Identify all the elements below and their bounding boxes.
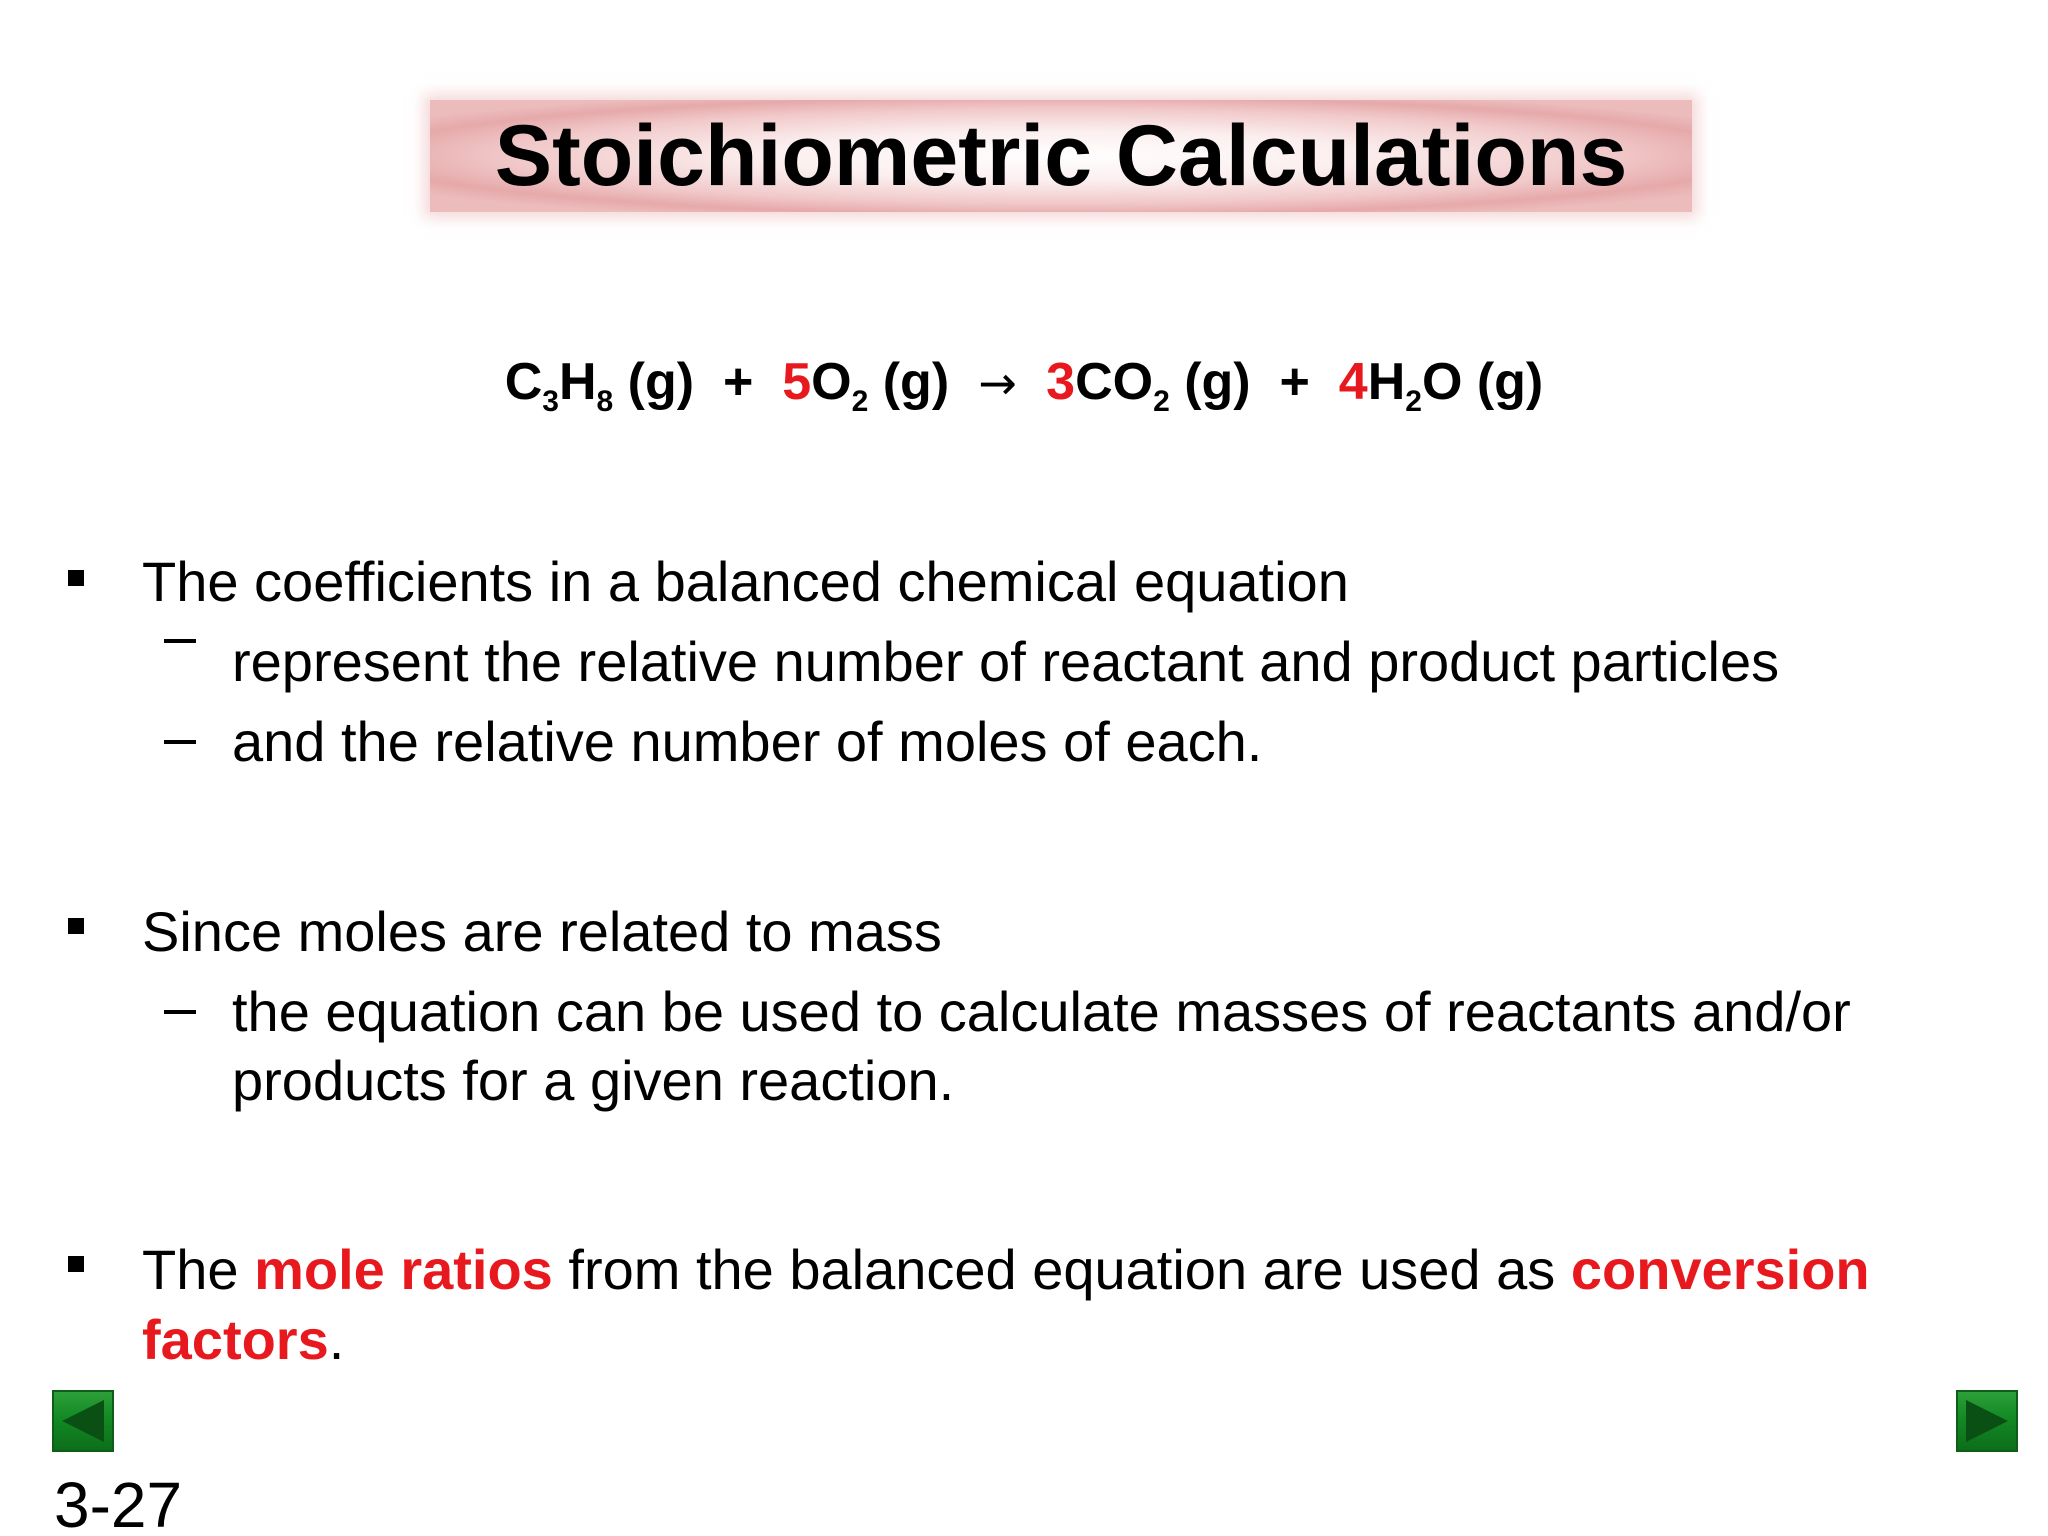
plus-sign-2: + <box>1250 353 1339 411</box>
coefficient-h2o: 4 <box>1338 353 1368 411</box>
product-2: $H_2O$ <box>1367 353 1463 418</box>
state-1: (g) <box>613 353 695 411</box>
coefficient-o2: 5 <box>782 353 812 411</box>
bullet-3-text-part: The <box>142 1238 255 1301</box>
bullet-3-text-line-1 <box>142 1235 1870 1305</box>
chemical-equation <box>0 352 2048 418</box>
next-slide-button[interactable] <box>1956 1390 2018 1452</box>
bullet-3-text-line-2 <box>142 1305 344 1375</box>
state-2: (g) <box>868 353 950 411</box>
bullet-square-icon <box>68 1256 84 1272</box>
sub-bullet-dash-icon <box>164 639 196 643</box>
coefficient-co2: 3 <box>1046 353 1076 411</box>
state-4: (g) <box>1462 353 1544 411</box>
highlight-mole-ratios: mole ratios <box>254 1238 553 1301</box>
bullet-2-text: Since moles are related to mass <box>142 900 942 963</box>
bullet-3-text-part: from the balanced equation are used as <box>552 1238 1571 1301</box>
sub-bullet-dash-icon <box>164 1010 196 1014</box>
bullet-2-sub-1-line-1: the equation can be used to calculate masses of reactants and/or <box>232 980 1851 1043</box>
triangle-left-icon <box>54 1392 112 1450</box>
bullet-1-sub-1: represent the relative number of reactant and product particles <box>232 630 1780 693</box>
bullet-square-icon <box>68 918 84 934</box>
triangle-right-icon <box>1958 1392 2016 1450</box>
slide-number: 3-27 <box>54 1469 183 1536</box>
bullet-square-icon <box>68 570 84 586</box>
bullet-1-text: The coefficients in a balanced chemical equation <box>142 550 1349 613</box>
product-1: $CO_2$ <box>1075 353 1170 418</box>
reaction-arrow-icon: → <box>949 356 1047 410</box>
reactant-2: $O_2$ <box>811 353 869 418</box>
previous-slide-button[interactable] <box>52 1390 114 1452</box>
highlight-conversion: conversion <box>1570 1238 1870 1301</box>
plus-sign-1: + <box>694 353 783 411</box>
highlight-factors: factors <box>142 1308 329 1371</box>
bullet-2-sub-1-line-2: products for a given reaction. <box>232 1049 955 1112</box>
sub-bullet-dash-icon <box>164 740 196 744</box>
bullet-1-sub-2: and the relative number of moles of each. <box>232 710 1263 773</box>
slide-title: Stoichiometric Calculations <box>494 108 1628 204</box>
bullet-3-period: . <box>328 1308 345 1371</box>
reactant-1: $C_3H_8$ <box>504 353 614 418</box>
state-3: (g) <box>1169 353 1251 411</box>
